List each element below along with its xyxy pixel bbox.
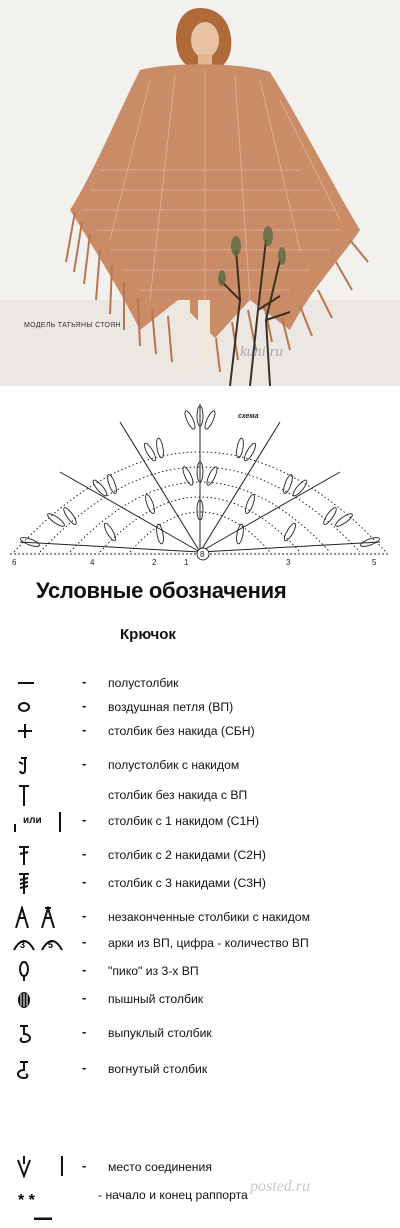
picot-icon [12, 960, 72, 982]
legend-text: место соединения [108, 1160, 212, 1174]
legend-item [0, 720, 400, 742]
legend-title: Условные обозначения [36, 578, 287, 603]
row-number: 2 [152, 558, 157, 567]
half-double-crochet-icon [12, 754, 72, 776]
legend-item [0, 844, 400, 866]
legend-text: арки из ВП, цифра - количество ВП [108, 936, 309, 950]
legend-item [0, 784, 400, 806]
legend-text: незаконченные столбики с накидом [108, 910, 310, 924]
legend-watermark: posted.ru [250, 1178, 310, 1195]
or-connector: или [23, 815, 42, 826]
join-icon [12, 1156, 72, 1178]
legend-dash: - [82, 1158, 87, 1173]
chain-loop-icon [12, 696, 72, 718]
legend-item [0, 754, 400, 776]
legend-text: "пико" из 3-х ВП [108, 964, 199, 978]
legend-item [0, 672, 400, 694]
legend-dash: - [82, 874, 87, 889]
legend-text: - начало и конец раппорта [98, 1188, 248, 1202]
svg-text:3: 3 [20, 940, 26, 950]
legend-item [0, 810, 400, 832]
scheme-label: схема [238, 413, 259, 420]
legend-text: столбик без накида (СБН) [108, 724, 255, 738]
legend-text: столбик с 2 накидами (С2Н) [108, 848, 266, 862]
legend-dash: - [82, 990, 87, 1005]
legend-item [0, 906, 400, 928]
svg-text:* *: * * [18, 1192, 35, 1209]
legend-dash: - [82, 846, 87, 861]
legend-text: вогнутый столбик [108, 1062, 208, 1076]
row-number: 3 [286, 558, 291, 567]
legend-dash: - [82, 908, 87, 923]
legend-text: полустолбик с накидом [108, 758, 240, 772]
chain-arch-icon [12, 932, 72, 954]
legend-dash: - [82, 698, 87, 713]
legend-text: пышный столбик [108, 992, 204, 1006]
legend-text: столбик с 3 накидами (С3Н) [108, 876, 266, 890]
center-number: 8 [200, 550, 205, 559]
legend-subtitle: Крючок [120, 626, 176, 643]
unfinished-stitches-icon [12, 906, 72, 928]
legend-item [0, 1022, 400, 1044]
legend-text: полустолбик [108, 676, 179, 690]
legend-dash: - [82, 722, 87, 737]
single-crochet-icon [12, 720, 72, 742]
treble-crochet-icon [12, 844, 72, 866]
single-crochet-chain-icon [12, 784, 72, 806]
puff-stitch-icon [12, 988, 72, 1010]
legend-text: выпуклый столбик [108, 1026, 212, 1040]
double-crochet-icon [12, 810, 72, 832]
legend-dash: - [82, 1060, 87, 1075]
row-number: 6 [12, 558, 17, 567]
repeat-marker-icon [12, 1184, 72, 1220]
legend-item [0, 932, 400, 954]
back-post-icon [12, 1058, 72, 1080]
double-treble-crochet-icon [12, 872, 72, 894]
legend-item [0, 872, 400, 894]
legend-item [0, 1156, 400, 1178]
row-number: 1 [184, 558, 189, 567]
photo-watermark: kuni.ru [240, 344, 283, 360]
legend-dash: - [82, 1024, 87, 1039]
legend-item [0, 1184, 400, 1209]
legend-dash: - [82, 812, 87, 827]
legend-dash: - [82, 756, 87, 771]
legend-text: воздушная петля (ВП) [108, 700, 234, 714]
svg-text:5: 5 [48, 940, 54, 950]
legend-item [0, 960, 400, 982]
legend-item [0, 1058, 400, 1080]
legend-dash: - [82, 934, 87, 949]
legend-text: столбик без накида с ВП [108, 788, 248, 802]
half-stitch-icon [12, 672, 72, 694]
designer-caption: МОДЕЛЬ ТАТЬЯНЫ СТОЯН [24, 322, 121, 329]
row-number: 5 [372, 558, 377, 567]
crochet-chart [0, 392, 400, 572]
legend-item [0, 696, 400, 718]
legend-dash: - [82, 674, 87, 689]
front-post-icon [12, 1022, 72, 1044]
legend-text: столбик с 1 накидом (С1Н) [108, 814, 260, 828]
row-number: 4 [90, 558, 95, 567]
legend-item [0, 988, 400, 1010]
legend-dash: - [82, 962, 87, 977]
